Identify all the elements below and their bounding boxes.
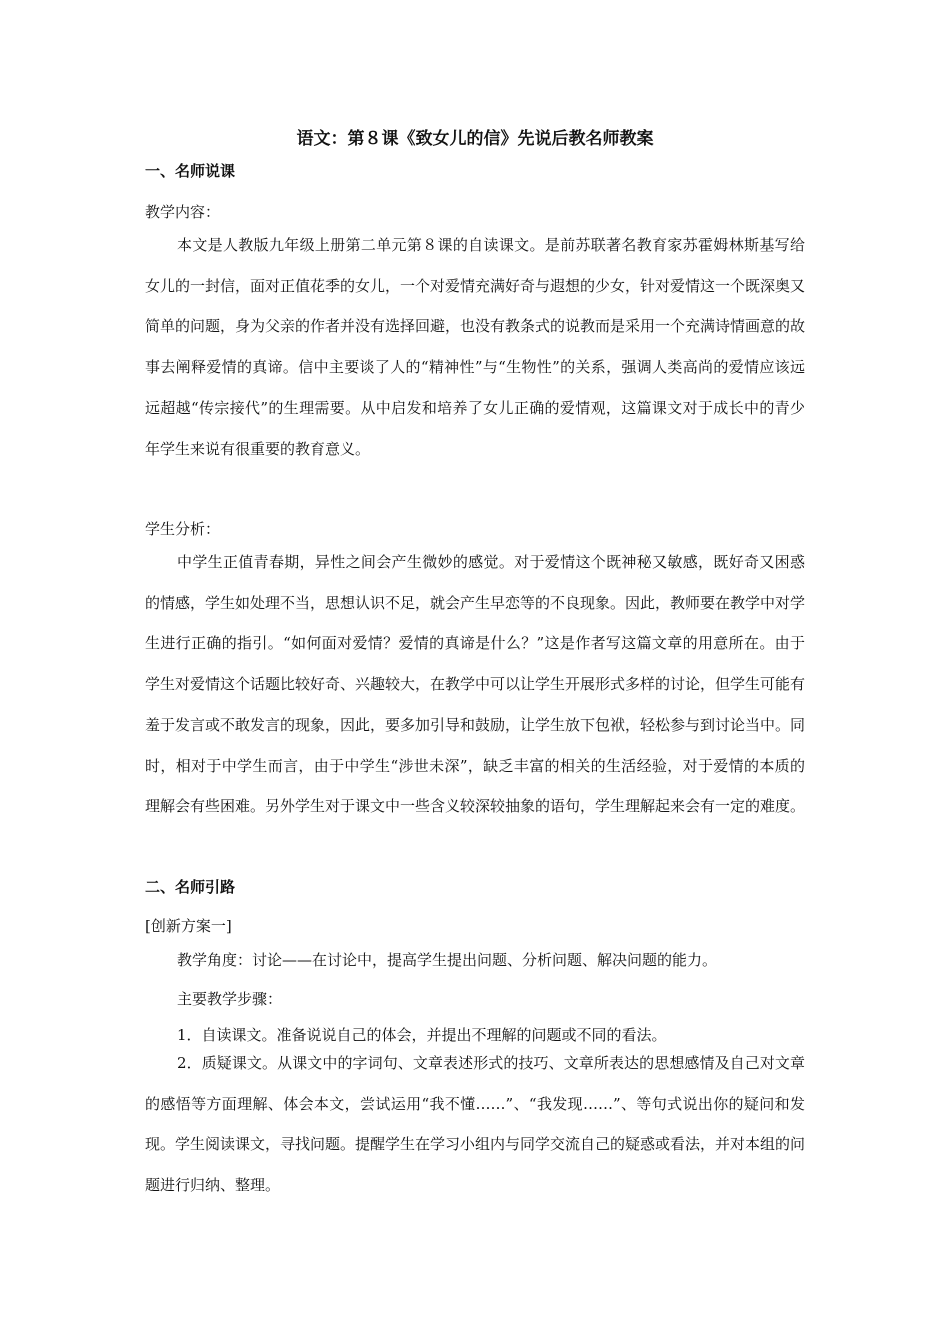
innovation-plan-label: [创新方案一] (145, 917, 232, 935)
teaching-content-paragraph: 本文是人教版九年级上册第二单元第８课的自读课文。是前苏联著名教育家苏霍姆林斯基写给女儿的一封信，面对正值花季的女儿，一个对爱情充满好奇与遐想的少女，针对爱情这一个既深奥又简单的问题，身为父亲的作者并没有选择回避，也没有教条式的说教而是采用一个充满诗情画意的故事去阐释爱情的真谛。信中主要谈了人的“精神性”与“生物性”的关系，强调人类高尚的爱情应该远远超越“传宗接代”的生理需要。从中启发和培养了女儿正确的爱情观，这篇课文对于成长中的青少年学生来说有很重要的教育意义。 (145, 236, 806, 458)
teaching-angle-line: 教学角度：讨论——在讨论中，提高学生提出问题、分析问题、解决问题的能力。 (177, 951, 718, 969)
section-heading-lecture: 一、名师说课 (145, 162, 236, 180)
document-title: 语文：第８课《致女儿的信》先说后教名师教案 (296, 129, 654, 149)
teaching-content-label: 教学内容： (145, 203, 221, 221)
student-analysis-paragraph: 中学生正值青春期，异性之间会产生微妙的感觉。对于爱情这个既神秘又敏感，既好奇又困惑的情感，学生如处理不当，思想认识不足，就会产生早恋等的不良现象。因此，教师要在教学中对学生进行正确的指引。“如何面对爱情？爱情的真谛是什么？”这是作者写这篇文章的用意所在。由于学生对爱情这个话题比较好奇、兴趣较大，在教学中可以让学生开展形式多样的讨论，但学生可能有羞于发言或不敢发言的现象，因此，要多加引导和鼓励，让学生放下包袱，轻松参与到讨论当中。同时，相对于中学生而言，由于中学生“涉世未深”，缺乏丰富的相关的生活经验，对于爱情的本质的理解会有些困难。另外学生对于课文中一些含义较深较抽象的语句，学生理解起来会有一定的难度。 (145, 553, 806, 816)
section-heading-guidance: 二、名师引路 (145, 878, 236, 896)
student-analysis-label: 学生分析： (145, 520, 221, 538)
step-two-paragraph: 2．质疑课文。从课文中的字词句、文章表述形式的技巧、文章所表达的思想感情及自己对文章的感悟等方面理解、体会本文，尝试运用“我不懂……”、“我发现……”、等句式说出你的疑问和发现。学生阅读课文，寻找问题。提醒学生在学习小组内与同学交流自己的疑惑或看法，并对本组的问题进行归纳、整理。 (145, 1054, 806, 1195)
main-steps-label: 主要教学步骤： (177, 990, 283, 1008)
step-one-line: 1．自读课文。准备说说自己的体会，并提出不理解的问题或不同的看法。 (177, 1026, 667, 1044)
